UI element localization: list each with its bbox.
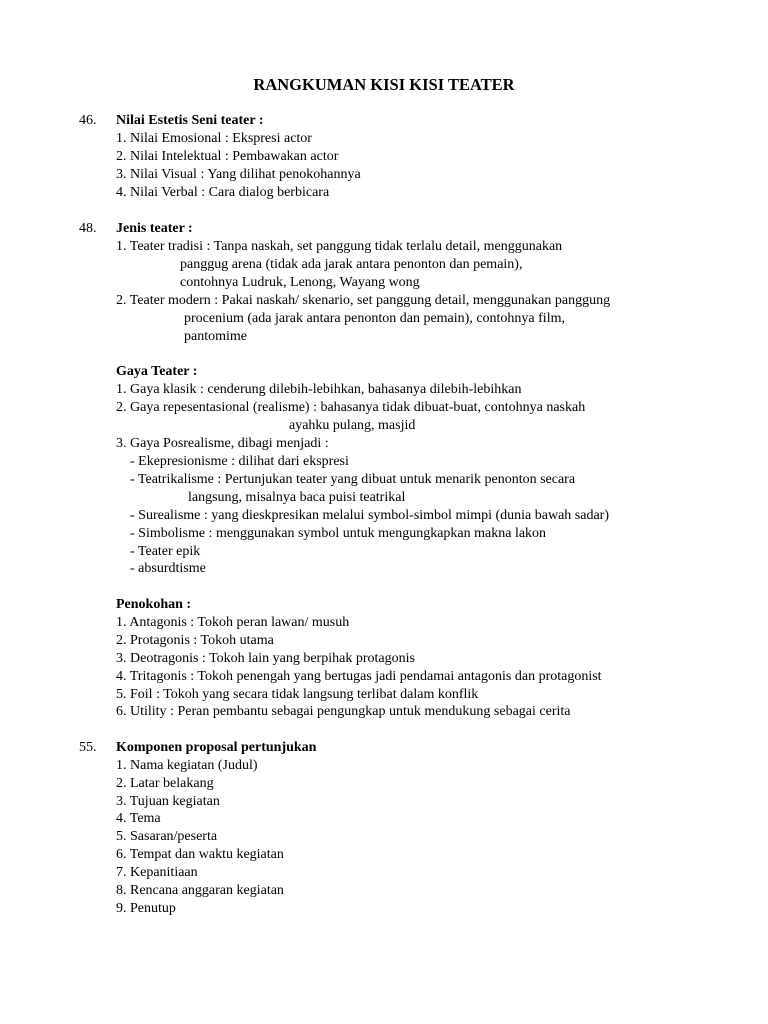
list-item-continuation: procenium (ada jarak antara penonton dan pemain), contohnya film, <box>184 311 565 326</box>
list-item: 2. Protagonis : Tokoh utama <box>116 633 274 648</box>
list-item: 1. Gaya klasik : cenderung dilebih-lebihkan, bahasanya dilebih-lebihkan <box>116 382 522 397</box>
document-title: RANGKUMAN KISI KISI TEATER <box>253 75 515 94</box>
list-item: 4. Tritagonis : Tokoh penengah yang bertugas jadi pendamai antagonis dan protagonist <box>116 669 602 684</box>
list-item: 4. Tema <box>116 811 161 826</box>
list-item-continuation: ayahku pulang, masjid <box>289 418 416 433</box>
list-item: 6. Utility : Peran pembantu sebagai pengungkap untuk mendukung sebagai cerita <box>116 704 571 719</box>
section-number: 46. <box>79 113 97 128</box>
list-item: 6. Tempat dan waktu kegiatan <box>116 847 284 862</box>
list-item: 5. Foil : Tokoh yang secara tidak langsung terlibat dalam konflik <box>116 687 479 702</box>
sub-list-item: - absurdtisme <box>130 561 206 576</box>
sub-list-item: - Teatrikalisme : Pertunjukan teater yang dibuat untuk menarik penonton secara <box>130 472 576 487</box>
section-number: 55. <box>79 740 97 755</box>
section-heading: Komponen proposal pertunjukan <box>116 740 317 755</box>
sub-list-item: - Surealisme : yang dieskpresikan melalui symbol-simbol mimpi (dunia bawah sadar) <box>130 508 610 523</box>
section-number: 48. <box>79 221 97 236</box>
list-item: 2. Latar belakang <box>116 776 214 791</box>
list-item: 1. Antagonis : Tokoh peran lawan/ musuh <box>116 615 350 630</box>
list-item: 3. Gaya Posrealisme, dibagi menjadi : <box>116 436 329 451</box>
list-item: 5. Sasaran/peserta <box>116 829 218 844</box>
list-item: 3. Tujuan kegiatan <box>116 794 220 809</box>
list-item: 1. Teater tradisi : Tanpa naskah, set panggung tidak terlalu detail, menggunakan <box>116 239 563 254</box>
list-item: 2. Gaya repesentasional (realisme) : bahasanya tidak dibuat-buat, contohnya naskah <box>116 400 586 415</box>
section-heading: Nilai Estetis Seni teater : <box>116 113 264 128</box>
list-item: 1. Nama kegiatan (Judul) <box>116 758 258 773</box>
list-item-continuation: contohnya Ludruk, Lenong, Wayang wong <box>180 275 420 290</box>
list-item-continuation: langsung, misalnya baca puisi teatrikal <box>188 490 406 505</box>
list-item: 3. Deotragonis : Tokoh lain yang berpihak protagonis <box>116 651 415 666</box>
sub-list-item: - Teater epik <box>130 544 201 559</box>
section-heading: Jenis teater : <box>116 221 193 236</box>
list-item: 9. Penutup <box>116 901 176 916</box>
sub-list-item: - Ekepresionisme : dilihat dari ekspresi <box>130 454 349 469</box>
list-item: 8. Rencana anggaran kegiatan <box>116 883 284 898</box>
sub-list-item: - Simbolisme : menggunakan symbol untuk mengungkapkan makna lakon <box>130 526 547 541</box>
list-item: 3. Nilai Visual : Yang dilihat penokohannya <box>116 167 361 182</box>
list-item-continuation: panggug arena (tidak ada jarak antara penonton dan pemain), <box>180 257 523 272</box>
section-heading: Penokohan : <box>116 597 192 612</box>
list-item: 4. Nilai Verbal : Cara dialog berbicara <box>116 185 330 200</box>
list-item: 1. Nilai Emosional : Ekspresi actor <box>116 131 312 146</box>
list-item: 2. Teater modern : Pakai naskah/ skenario, set panggung detail, menggunakan panggung <box>116 293 611 308</box>
list-item: 2. Nilai Intelektual : Pembawakan actor <box>116 149 339 164</box>
list-item-continuation: pantomime <box>184 329 247 344</box>
list-item: 7. Kepanitiaan <box>116 865 198 880</box>
section-heading: Gaya Teater : <box>116 364 198 379</box>
